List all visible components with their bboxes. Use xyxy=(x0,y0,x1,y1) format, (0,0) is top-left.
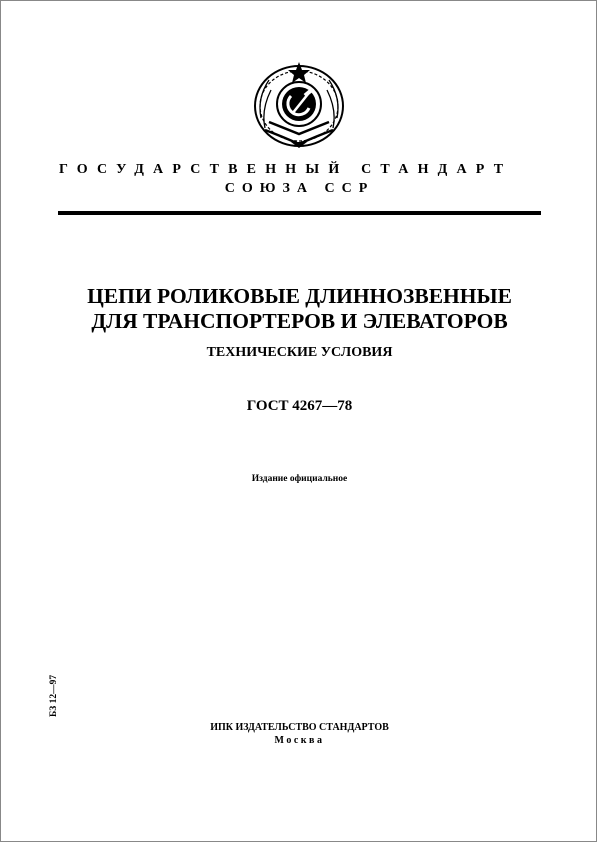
document-title xyxy=(1,284,597,334)
document-title-line-1: ЦЕПИ РОЛИКОВЫЕ ДЛИННОЗВЕННЫЕ xyxy=(87,284,512,308)
edition-label: Издание официальное xyxy=(251,474,348,484)
header-subtitle: СОЮЗА ССР xyxy=(224,181,375,196)
ussr-coat-of-arms-icon xyxy=(251,58,347,150)
publisher-city: Москва xyxy=(274,735,325,746)
document-title-line-2: ДЛЯ ТРАНСПОРТЕРОВ И ЭЛЕВАТОРОВ xyxy=(91,309,508,333)
header-title: ГОСУДАРСТВЕННЫЙ СТАНДАРТ xyxy=(59,162,513,177)
standard-number: ГОСТ 4267—78 xyxy=(246,398,353,414)
publisher-name: ИПК ИЗДАТЕЛЬСТВО СТАНДАРТОВ xyxy=(210,722,389,733)
document-subtitle: ТЕХНИЧЕСКИЕ УСЛОВИЯ xyxy=(206,345,393,360)
side-code: БЗ 12—97 xyxy=(49,674,59,717)
header-divider xyxy=(58,211,541,215)
